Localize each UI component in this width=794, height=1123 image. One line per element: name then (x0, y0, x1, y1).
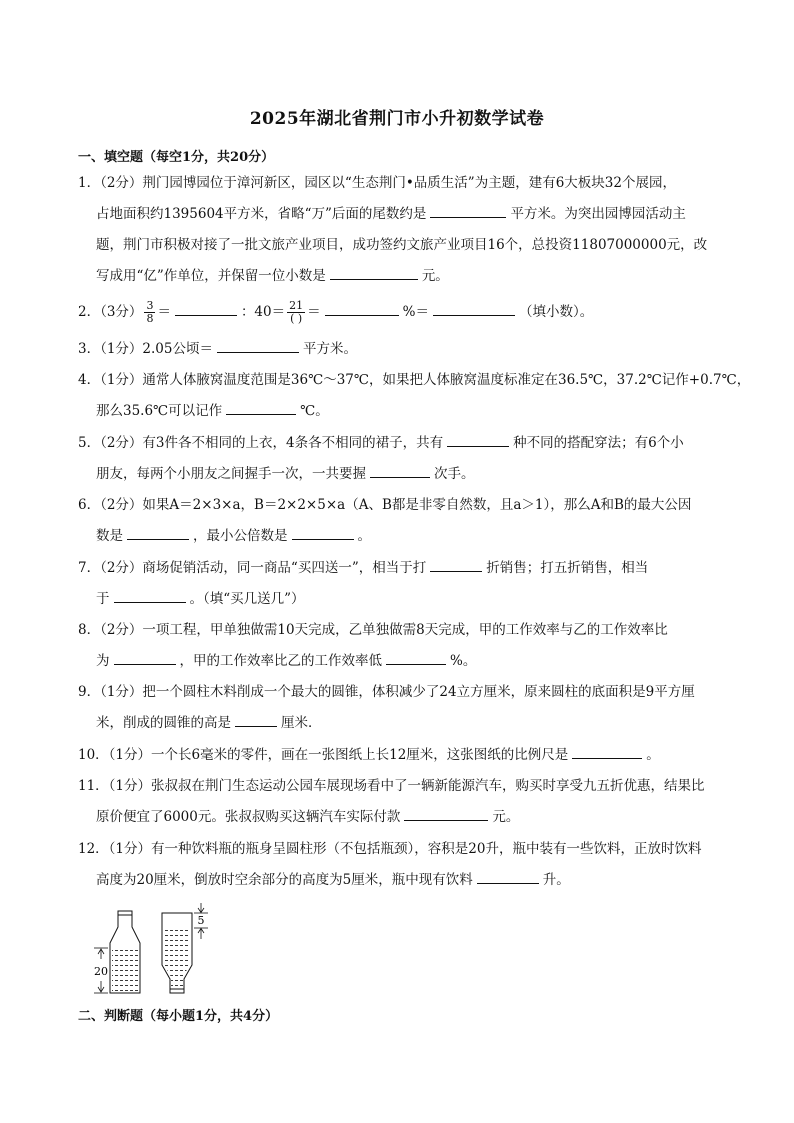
answer-blank[interactable] (370, 463, 430, 478)
question-text-line: 10．（1分）一个长6毫米的零件，画在一张图纸上长12厘米，这张图纸的比例尺是 。 (78, 740, 728, 771)
question-text: 8．（2分）一项工程，甲单独做需10天完成，乙单独做需8天完成，甲的工作效率与乙的工作效率比 (78, 622, 668, 638)
question-3 (78, 334, 728, 365)
question-text: 1．（2分）荆门园博园位于漳河新区，园区以“生态荆门•品质生活”为主题，建有6大板块32个展园， (78, 175, 676, 191)
question-2 (78, 297, 728, 328)
question-5 (78, 428, 728, 490)
answer-blank[interactable] (217, 338, 299, 353)
answer-blank[interactable] (477, 869, 539, 884)
question-text-line: 原价便宜了6000元。张叔叔购买这辆汽车实际付款 元。 (78, 802, 728, 833)
answer-blank[interactable] (447, 432, 509, 447)
answer-blank[interactable] (175, 301, 237, 316)
question-text: 题，荆门市积极对接了一批文旅产业项目，成功签约文旅产业项目16个，总投资11807000000元，改 (96, 237, 708, 253)
question-text-line: 5．（2分）有3件各不相同的上衣，4条各不相同的裙子，共有 种不同的搭配穿法；有6个小 (78, 428, 728, 459)
question-8 (78, 615, 728, 677)
answer-blank[interactable] (325, 301, 399, 316)
bottle-diagram (90, 903, 220, 999)
question-text-line: 占地面积约1395604平方米，省略“万”后面的尾数约是 平方米。为突出园博园活动主 (78, 199, 728, 230)
question-text: 11．（1分）张叔叔在荆门生态运动公园车展现场看中了一辆新能源汽车，购买时享受九五折优惠，结果比 (78, 778, 705, 794)
liquid-fill (112, 949, 138, 991)
question-6 (78, 490, 728, 552)
answer-blank[interactable] (226, 400, 296, 415)
question-text: 12．（1分）有一种饮料瓶的瓶身呈圆柱形（不包括瓶颈），容积是20升，瓶中装有一些饮料，正放时饮料 (78, 841, 702, 857)
question-text-line: 3．（1分）2.05公顷＝ 平方米。 (78, 334, 728, 365)
question-9 (78, 677, 728, 739)
question-text-line: 那么35.6℃可以记作 ℃。 (78, 396, 728, 427)
height-label-inverted: 5 (197, 914, 205, 927)
section-true-false: 二、判断题（每小题1分，共4分） (78, 1009, 279, 1024)
answer-blank[interactable] (330, 265, 418, 280)
question-4 (78, 365, 751, 427)
question-1 (78, 168, 728, 292)
question-text-line: 写成用“亿”作单位，并保留一位小数是 元。 (78, 261, 728, 292)
question-text-line: 米，削成的圆锥的高是 厘米． (78, 708, 728, 739)
inverted-bottle (162, 903, 208, 993)
answer-blank[interactable] (114, 588, 186, 603)
question-text-line: 数是 ，最小公倍数是 。 (78, 521, 728, 552)
answer-blank[interactable] (430, 203, 506, 218)
question-text: 4．（1分）通常人体腋窝温度范围是36℃～37℃，如果把人体腋窝温度标准定在36.5℃，37.2℃记作+0.7℃， (78, 372, 751, 388)
fraction-3-8: $\frac{3}{8}$ (146, 299, 154, 325)
question-10 (78, 740, 728, 771)
liquid-fill (164, 929, 190, 987)
answer-blank[interactable] (572, 744, 642, 759)
question-11 (78, 771, 728, 833)
answer-blank[interactable] (433, 301, 515, 316)
height-label-upright: 20 (94, 965, 108, 978)
question-text-line: 于 。（填“买几送几”） (78, 584, 728, 615)
answer-blank[interactable] (114, 650, 176, 665)
question-text-line: 7．（2分）商场促销活动，同一商品“买四送一”，相当于打 折销售；打五折销售，相当 (78, 553, 728, 584)
answer-blank[interactable] (386, 650, 446, 665)
question-text-line: 朋友，每两个小朋友之间握手一次，一共要握 次手。 (78, 459, 728, 490)
question-text-line: 2．（3分） $\frac{3}{8}$ ＝ ：40＝ $\frac{21}{( )}$ ＝ %＝ （填小数）。 (78, 299, 594, 325)
question-text: 9．（1分）把一个圆柱木料削成一个最大的圆锥，体积减少了24立方厘米，原来圆柱的底面积是9平方厘 (78, 684, 695, 700)
answer-blank[interactable] (292, 525, 354, 540)
answer-blank[interactable] (235, 712, 277, 727)
fraction-21-blank: $\frac{21}{( )}$ (289, 299, 304, 325)
upright-bottle (94, 911, 140, 993)
answer-blank[interactable] (127, 525, 189, 540)
answer-blank[interactable] (404, 806, 488, 821)
exam-title: 2025年湖北省荆门市小升初数学试卷 (249, 109, 545, 129)
answer-blank[interactable] (430, 557, 482, 572)
question-text-line: 为 ，甲的工作效率比乙的工作效率低 %。 (78, 646, 728, 677)
question-text: 6．（2分）如果A＝2×3×a，B＝2×2×5×a（A、B都是非零自然数，且a＞1），那么A和B的最大公因 (78, 497, 692, 513)
section-fill-in-blanks: 一、填空题（每空1分，共20分） (78, 150, 275, 165)
question-7 (78, 553, 728, 615)
question-12 (78, 834, 728, 896)
question-text-line: 高度为20厘米，倒放时空余部分的高度为5厘米，瓶中现有饮料 升。 (78, 865, 728, 896)
